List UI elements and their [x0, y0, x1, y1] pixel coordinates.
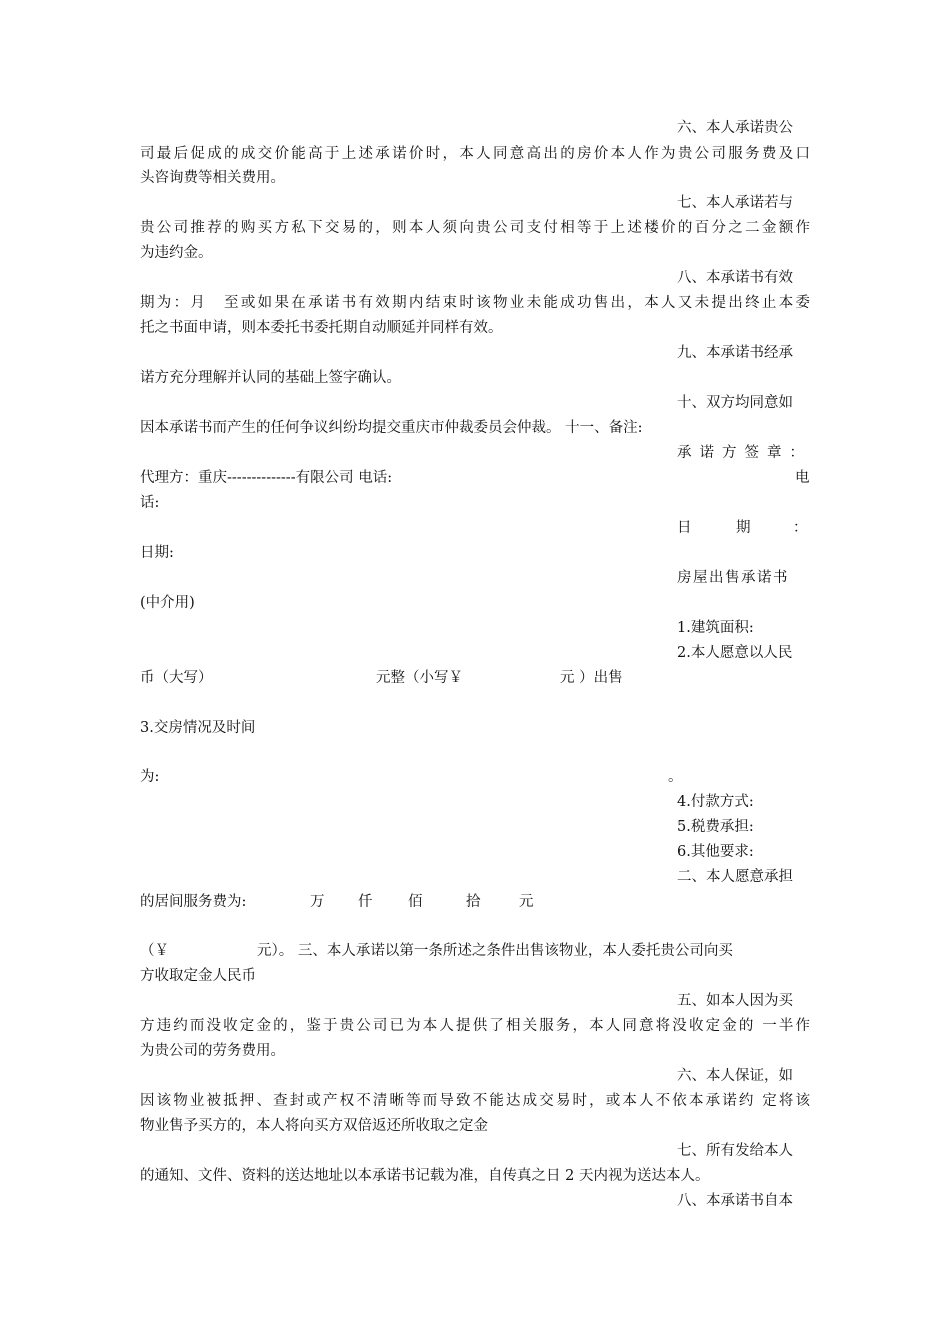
- clause-3-text-line: 方收取定金人民币: [140, 968, 256, 984]
- clause-6b-text-line: 物业售予买方的，本人将向买方双倍返还所收取之定金: [140, 1118, 488, 1134]
- phone-label-part: 话:: [140, 495, 160, 511]
- clause-8-text-line: 托之书面申请，则本委托书委托期自动顺延并同样有效。: [140, 320, 503, 336]
- date-label-colon: ：: [793, 520, 808, 536]
- price-sell-label: 元 ）出售: [560, 670, 623, 686]
- clause-6-text-line: 头咨询费等相关费用。: [140, 170, 285, 186]
- clause-3-text-line: 元）。 三、本人承诺以第一条所述之条件出售该物业，本人委托贵公司向买: [257, 943, 733, 959]
- clause-7b-heading: 七、所有发给本人: [677, 1143, 793, 1159]
- clause-6b-text-line: 因该物业被抵押、查封或产权不清晰等而导致不能达成交易时，或本人不依本承诺约 定将该: [140, 1093, 810, 1109]
- clause-10-text-line: 因本承诺书而产生的任何争议纠纷均提交重庆市仲裁委员会仲裁。 十一、备注:: [140, 420, 643, 436]
- item-6-other: 6.其他要求:: [677, 844, 754, 860]
- clause-8-heading: 八、本承诺书有效: [677, 270, 793, 286]
- item-1-area: 1.建筑面积:: [677, 620, 754, 636]
- unit-bai: 佰: [408, 894, 423, 910]
- promisor-signature-label: 承诺方签章：: [677, 445, 812, 461]
- clause-7-text-line: 为违约金。: [140, 245, 213, 261]
- service-fee-label: 的居间服务费为:: [140, 894, 247, 910]
- date-label-char: 期: [736, 520, 751, 536]
- phone-label-part: 电: [795, 470, 810, 486]
- item-5-tax: 5.税费承担:: [677, 819, 754, 835]
- clause-7b-text-line: 的通知、文件、资料的送达地址以本承诺书记载为准，自传真之日 2 天内视为送达本人。: [140, 1168, 710, 1184]
- fee-amount-label: （￥: [140, 943, 169, 959]
- clause-7-text-line: 贵公司推荐的购买方私下交易的，则本人须向贵公司支付相等于上述楼价的百分之二金额作: [140, 220, 810, 236]
- document-title: 房屋出售承诺书: [677, 570, 789, 586]
- item-4-payment: 4.付款方式:: [677, 794, 754, 810]
- unit-wan: 万: [310, 894, 325, 910]
- unit-yuan: 元: [519, 894, 534, 910]
- clause-8-text-line: 期为：月 至或如果在承诺书有效期内结束时该物业未能成功售出，本人又未提出终止本委: [140, 295, 810, 311]
- clause-9-text-line: 诺方充分理解并认同的基础上签字确认。: [140, 370, 401, 386]
- clause-10-heading: 十、双方均同意如: [677, 395, 793, 411]
- item-2-price: 2.本人愿意以人民: [677, 645, 793, 661]
- clause-5-heading: 五、如本人因为买: [677, 993, 793, 1009]
- unit-qian: 仟: [358, 894, 373, 910]
- clause-2-heading: 二、本人愿意承担: [677, 869, 793, 885]
- date-label: 日期:: [140, 545, 174, 561]
- item-3-handover: 3.交房情况及时间: [140, 720, 256, 736]
- handover-period: 。: [668, 769, 683, 785]
- clause-8b-heading: 八、本承诺书自本: [677, 1193, 793, 1209]
- clause-5-text-line: 方违约而没收定金的，鉴于贵公司已为本人提供了相关服务，本人同意将没收定金的 一半作: [140, 1018, 810, 1034]
- price-uppercase-label: 币（大写）: [140, 670, 213, 686]
- clause-9-heading: 九、本承诺书经承: [677, 345, 793, 361]
- unit-shi: 拾: [466, 894, 481, 910]
- clause-5-text-line: 为贵公司的劳务费用。: [140, 1043, 285, 1059]
- document-subtitle: (中介用): [140, 595, 195, 611]
- agent-line: 代理方：重庆--------------有限公司 电话:: [140, 470, 393, 486]
- handover-label: 为:: [140, 769, 160, 785]
- clause-6b-heading: 六、本人保证，如: [677, 1068, 793, 1084]
- clause-7-heading: 七、本人承诺若与: [677, 195, 793, 211]
- clause-6-text-line: 司最后促成的成交价能高于上述承诺价时，本人同意高出的房价本人作为贵公司服务费及口: [140, 146, 810, 162]
- price-lowercase-label: 元整（小写￥: [376, 670, 463, 686]
- date-label-char: 日: [677, 520, 692, 536]
- clause-6-heading: 六、本人承诺贵公: [677, 120, 793, 136]
